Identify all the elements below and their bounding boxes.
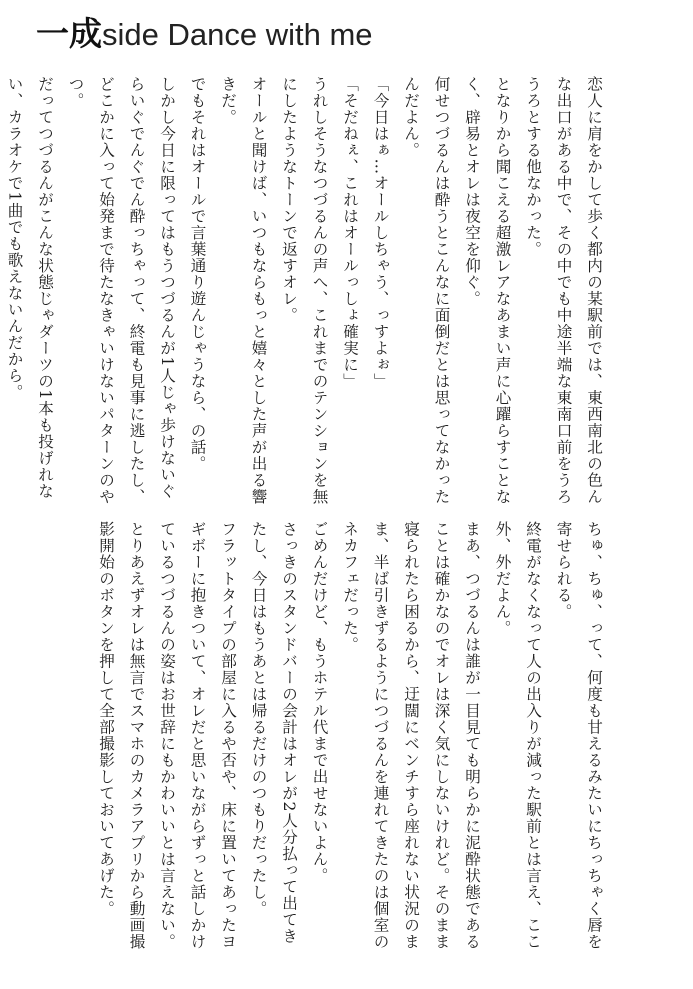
- text-line: 寄せられる。: [554, 521, 573, 620]
- text-line: 寝られたら困るから、迂闊にベンチすら座れない状況のま: [402, 521, 420, 950]
- text-line: オールと聞けば、いつもならもっと嬉々とした声が出る響: [249, 76, 268, 505]
- text-line: 終電がなくなって人の出入りが減った駅前とは言え、ここ: [524, 521, 542, 950]
- text-line: ているつづるんの姿はお世辞にもかわいいとは言えない。: [158, 521, 176, 950]
- text-line: く、辟易とオレは夜空を仰ぐ。: [463, 76, 481, 307]
- text-line: ま、半ば引きずるようにつづるんを連れてきたのは個室の: [371, 521, 390, 950]
- top-text-block: [0, 76, 609, 505]
- page-title: [36, 14, 373, 55]
- text-line: 影開始のボタンを押して全部撮影しておいてあげた。: [97, 521, 115, 917]
- text-line: うれしそうなつづるんの声へ、これまでのテンションを無: [310, 76, 329, 505]
- text-line: うろとする他なかった。: [524, 76, 542, 258]
- text-line: 「そだねぇ、これはオールっしょ確実に」: [341, 76, 359, 390]
- text-line: な出口がある中で、その中でも中途半端な東南口前をうろ: [554, 76, 573, 505]
- text-line: きだ。: [219, 76, 237, 126]
- text-line: さっきのスタンドバーの会計はオレが2人分払って出てき: [280, 521, 298, 945]
- text-line: でもそれはオールで言葉通り遊んじゃうなら、の話。: [188, 76, 207, 472]
- text-line: たし、今日はもうあとは帰るだけのつもりだったし。: [249, 521, 268, 917]
- text-line: 恋人に肩をかして歩く都内の某駅前では、東西南北の色ん: [585, 76, 603, 505]
- text-line: にしたようなトーンで返すオレ。: [280, 76, 298, 324]
- text-line: どこかに入って始発まで待たなきゃいけないパターンのや: [97, 76, 115, 505]
- text-line: い、カラオケで1曲でも歌えないんだから。: [5, 76, 24, 401]
- text-line: 「今日はぁ…オールしちゃう、っすよぉ」: [371, 76, 390, 390]
- title-subtitle-part: side Dance with me: [102, 17, 373, 52]
- text-line: んだよん。: [402, 76, 420, 159]
- text-line: ごめんだけど、もうホテル代まで出せないよん。: [310, 521, 329, 884]
- text-line: ネカフェだった。: [341, 521, 359, 653]
- text-line: らいぐでんぐでん酔っちゃって、終電も見事に逃したし、: [127, 76, 146, 505]
- bottom-text-block: [91, 521, 610, 950]
- text-line: ちゅ、ちゅ、って、何度も甘えるみたいにちっちゃく唇を: [585, 521, 603, 950]
- text-line: ことは確かなのでオレは深く気にしないけれど。そのまま: [432, 521, 451, 950]
- text-line: しかし今日に限ってはもうつづるんが1人じゃ歩けないぐ: [158, 76, 176, 500]
- text-line: まあ、つづるんは誰が一目見ても明らかに泥酔状態である: [463, 521, 481, 950]
- text-line: だってつづるんがこんな状態じゃダーツの1本も投げれな: [36, 76, 54, 500]
- text-line: ギボーに抱きついて、オレだと思いながらずっと話しかけ: [188, 521, 207, 950]
- text-line: 何せつづるんは酔うとこんなに面倒だとは思ってなかった: [432, 76, 451, 505]
- text-line: 外、外だよん。: [493, 521, 512, 637]
- text-line: とりあえずオレは無言でスマホのカメラアプリから動画撮: [127, 521, 146, 950]
- text-line: フラットタイプの部屋に入るや否や、床に置いてあったヨ: [219, 521, 237, 950]
- text-line: つ。: [66, 76, 85, 109]
- text-line: となりから聞こえる超激レアなあまい声に心躍らすことな: [493, 76, 512, 505]
- title-author-part: 一成: [36, 15, 102, 52]
